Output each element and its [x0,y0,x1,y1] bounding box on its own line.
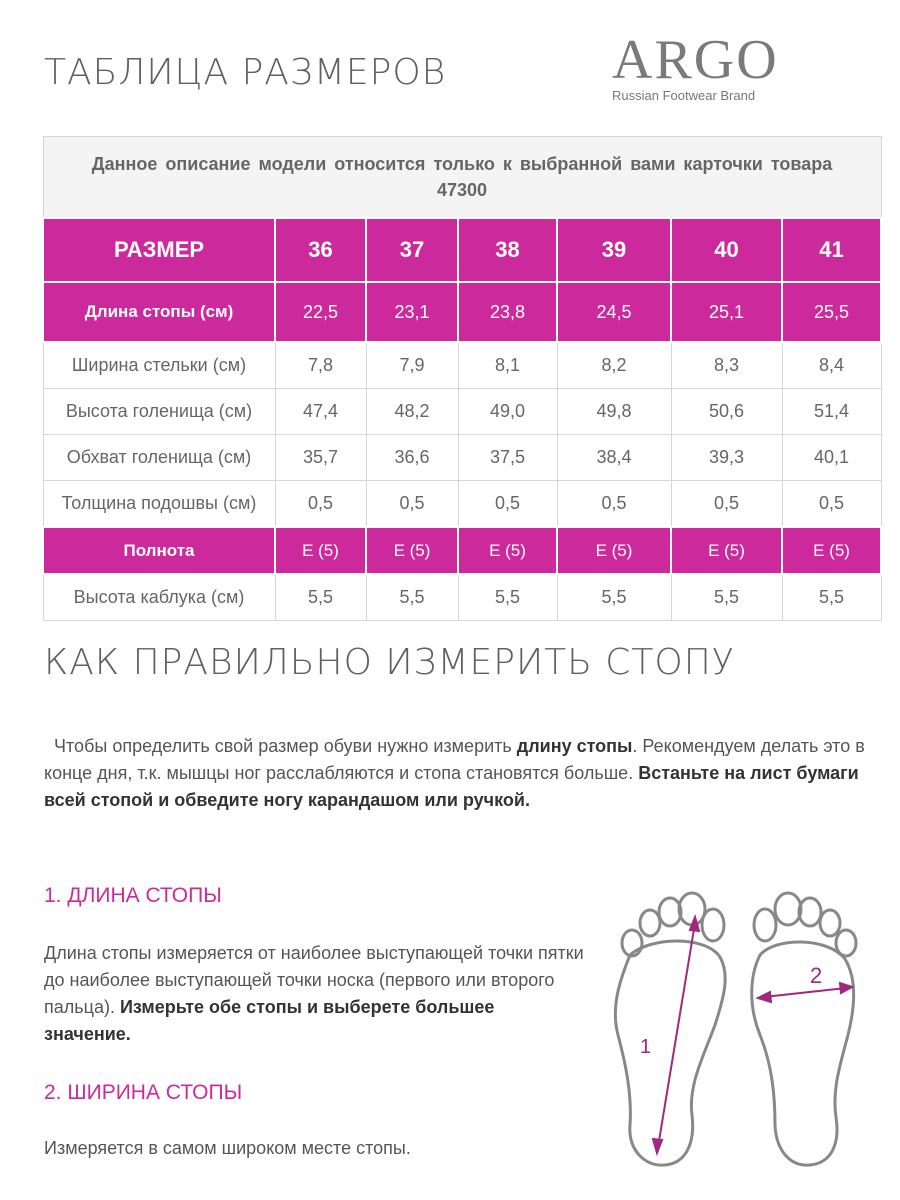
table-cell: 25,5 [782,282,881,342]
row-label: Ширина стельки (см) [43,342,275,389]
intro-text: . Рекомендуем делать это в конце дня, т.к. мышцы ног расслабляются и стопа становятся больше. [44,736,865,783]
table-cell: 5,5 [275,574,366,621]
size-header-cell: 37 [366,218,458,282]
table-cell: 0,5 [671,481,782,528]
howto-title: КАК ПРАВИЛЬНО ИЗМЕРИТЬ СТОПУ [44,642,735,683]
table-cell: E (5) [782,527,881,574]
table-cell: 23,1 [366,282,458,342]
table-cell: 7,8 [275,342,366,389]
table-cell: 7,9 [366,342,458,389]
section-bold-text: Измерьте обе стопы и выберете большее значение. [44,997,495,1044]
intro-bold-term: длину стопы [516,736,633,756]
logo-wordmark: ARGO [612,29,779,91]
row-label: Полнота [43,527,275,574]
row-label: Обхват голенища (см) [43,435,275,481]
page-title: ТАБЛИЦА РАЗМЕРОВ [44,52,447,93]
right-foot-outline-icon [752,893,856,1165]
size-table [42,136,882,621]
table-cell: E (5) [557,527,671,574]
table-cell: 48,2 [366,389,458,435]
size-header-cell: 36 [275,218,366,282]
table-cell: 51,4 [782,389,881,435]
row-label: Высота голенища (см) [43,389,275,435]
table-cell: 8,1 [458,342,557,389]
table-header-row [43,218,881,282]
howto-intro [44,733,874,814]
left-foot-outline-icon [615,893,725,1165]
feet-illustration [600,885,870,1175]
size-header-cell: 40 [671,218,782,282]
table-cell: 5,5 [366,574,458,621]
row-label: Толщина подошвы (см) [43,481,275,528]
table-cell: 8,3 [671,342,782,389]
table-cell: 8,4 [782,342,881,389]
table-cell: 38,4 [557,435,671,481]
table-cell: 5,5 [458,574,557,621]
table-row [43,435,881,481]
table-cell: 23,8 [458,282,557,342]
row-label: Высота каблука (см) [43,574,275,621]
table-row [43,342,881,389]
size-header-cell: 41 [782,218,881,282]
table-row [43,389,881,435]
width-measure-label: 2 [810,963,823,988]
table-cell: 39,3 [671,435,782,481]
section-title-width: 2. ШИРИНА СТОПЫ [44,1081,243,1104]
table-cell: 22,5 [275,282,366,342]
table-cell: 5,5 [782,574,881,621]
table-cell: 37,5 [458,435,557,481]
table-row [43,481,881,528]
table-cell: 0,5 [458,481,557,528]
section-title-length: 1. ДЛИНА СТОПЫ [44,884,222,907]
table-cell: 36,6 [366,435,458,481]
table-row [43,574,881,621]
size-header-cell: 38 [458,218,557,282]
table-cell: 0,5 [275,481,366,528]
table-cell: 0,5 [782,481,881,528]
table-cell: 5,5 [557,574,671,621]
size-header-cell: 39 [557,218,671,282]
section-body-width: Измеряется в самом широком месте стопы. [44,1138,411,1158]
length-measure-label: 1 [640,1036,652,1058]
table-cell: 47,4 [275,389,366,435]
width-arrow-icon [758,983,852,1002]
section-body-length [44,940,584,1048]
intro-text: Чтобы определить свой размер обуви нужно измерить [54,736,517,756]
table-cell: 5,5 [671,574,782,621]
table-cell: 8,2 [557,342,671,389]
table-cell: 49,0 [458,389,557,435]
table-cell: E (5) [366,527,458,574]
table-description: Данное описание модели относится только к выбранной вами карточки товара 47300 [43,137,881,219]
section-text: Длина стопы измеряется от наиболее выступающей точки пятки до наиболее выступающей точки носка (первого или второго пальца). [44,943,584,1017]
table-cell: 40,1 [782,435,881,481]
table-description-row [43,137,881,219]
table-cell: E (5) [671,527,782,574]
table-cell: 0,5 [557,481,671,528]
table-row [43,527,881,574]
logo-tagline: Russian Footwear Brand [612,88,756,103]
table-cell: E (5) [458,527,557,574]
table-cell: 50,6 [671,389,782,435]
intro-instruction: Встаньте на лист бумаги всей стопой и обведите ногу карандашом или ручкой. [44,763,859,810]
table-cell: 25,1 [671,282,782,342]
brand-logo [612,30,812,103]
table-cell: 49,8 [557,389,671,435]
table-cell: 0,5 [366,481,458,528]
table-cell: 35,7 [275,435,366,481]
table-cell: 24,5 [557,282,671,342]
table-row [43,282,881,342]
size-header-label: РАЗМЕР [43,218,275,282]
row-label: Длина стопы (см) [43,282,275,342]
table-cell: E (5) [275,527,366,574]
